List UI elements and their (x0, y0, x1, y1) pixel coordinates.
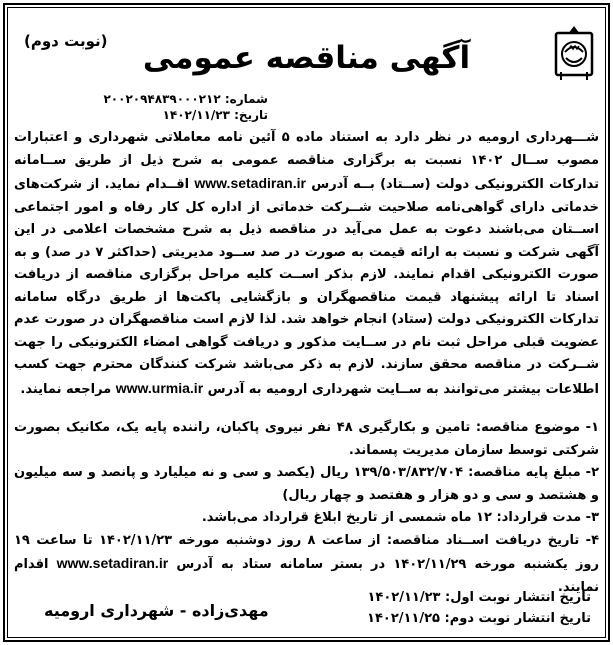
reference-date (18, 108, 268, 122)
item-duration (14, 507, 599, 530)
item4-label: ۴- تاریخ دریافت اســناد مناقصه: (386, 532, 599, 548)
urmia-link[interactable]: www.urmia.ir (115, 379, 204, 396)
item1-label: ۱- موضوع مناقصه: (475, 420, 599, 435)
body-text-part2: اقــدام نماید. از شرکت‌های خدماتی دارای گواهی‌نامه صلاحیت شــرکت خدماتی از اداره کل کار رفاه و امور اجتماعی اســتان می‌باشند دعوت به عمل می‌آید در مناقصه ذیل به شرح مشخصات اعلامی در این آگهی شرکت و نسبت به ارائه قیمت به صورت در صد ســود مدیریتی (حداکثر ۷ در صد) و به صورت الکترونیکی اقدام نمایند. لازم بذکر اســت کلیه مراحل برگزاری مناقصه از دریافت اسناد تا ارائه پیشنهاد قیمت مناقصهگران و بازگشایی پاکت‌ها از طریق درگاه سامانه تدارکات الکترونیکی دولت (ستاد) انجام خواهد شد. لذا لازم است مناقصهگران در صورت عدم عضویت قبلی مراحل ثبت نام در ســایت مذکور و دریافت گواهی امضاء الکترونیکی را جهت شــرکت در مناقصه محقق سازند. لازم به ذکر می‌باشد شرکت کنندگان محترم جهت کسب اطلاعات بیشتر می‌توانند به ســایت شهرداری ارومیه به آدرس (14, 177, 599, 397)
signature: مهدی‌زاده - شهرداری ارومیه (44, 601, 269, 620)
notice-paragraph (14, 127, 599, 401)
reference-number (18, 92, 268, 106)
item1-text: تامین و بکارگیری ۴۸ نفر نیروی پاکبان، راننده پایه یک، مکانیک بصورت شرکتی توسط سازمان مدیریت پسماند. (14, 420, 599, 458)
tender-items (14, 417, 599, 599)
body-text-part1: شـــهرداری ارومیه در نظر دارد به استناد ماده ۵ آئین نامه معاملاتی شهرداری و اعتبارات مصوب ســال ۱۴۰۲ نسبت به برگزاری مناقصه عمومی به شرح ذیل از طریق ســامانه تدارکات الکترونیکی دولت (ســتاد) بــه آدرس (14, 130, 600, 192)
item2-label: ۲- مبلغ پایه مناقصه: (468, 465, 600, 480)
item4-text1: از ساعت ۸ روز دوشنبه مورخه ۱۴۰۲/۱۱/۲۳ تا ساعت ۱۹ روز یکشنبه مورخه ۱۴۰۲/۱۱/۲۹ در بستر سامانه ستاد به آدرس (14, 532, 599, 572)
notice-body (14, 127, 599, 401)
round-badge: (نوبت دوم) (24, 32, 108, 50)
number-value: ۲۰۰۲۰۹۴۸۳۹۰۰۰۲۱۲ (103, 92, 221, 106)
item4-setadiran-link[interactable]: www.setadiran.ir (56, 555, 169, 571)
page-title: آگهی مناقصه عمومی (142, 40, 471, 76)
body-text-part3: مراجعه نمایند. (20, 381, 112, 397)
item2-amount: ۱۳۹/۵۰۳/۸۳۲/۷۰۴ (353, 465, 464, 480)
item3-label: ۳- مدت قرارداد: (496, 510, 599, 525)
date-label: تاریخ: (234, 108, 268, 122)
date-value: ۱۴۰۲/۱۱/۲۳ (162, 108, 230, 122)
item-subject (14, 417, 599, 462)
number-label: شماره: (224, 92, 268, 106)
item-base-price (14, 462, 599, 507)
publish-dates (367, 587, 591, 629)
item4-text2: اقدام نمایند. (14, 557, 599, 595)
second-publish-date: تاریخ انتشار نوبت دوم: ۱۴۰۲/۱۱/۲۵ (367, 611, 591, 626)
setadiran-link[interactable]: www.setadiran.ir (194, 175, 306, 191)
item3-text: ۱۲ ماه شمسی از تاریخ ابلاغ قرارداد می‌باشد. (201, 510, 492, 525)
first-publish-date: تاریخ انتشار نوبت اول: ۱۴۰۲/۱۱/۲۳ (367, 590, 591, 605)
item2-text: ریال (یکصد و سی و نه میلیارد و پانصد و سه میلیون و هشتصد و سی و دو هزار و هفتصد و چهار ریال) (14, 465, 599, 503)
